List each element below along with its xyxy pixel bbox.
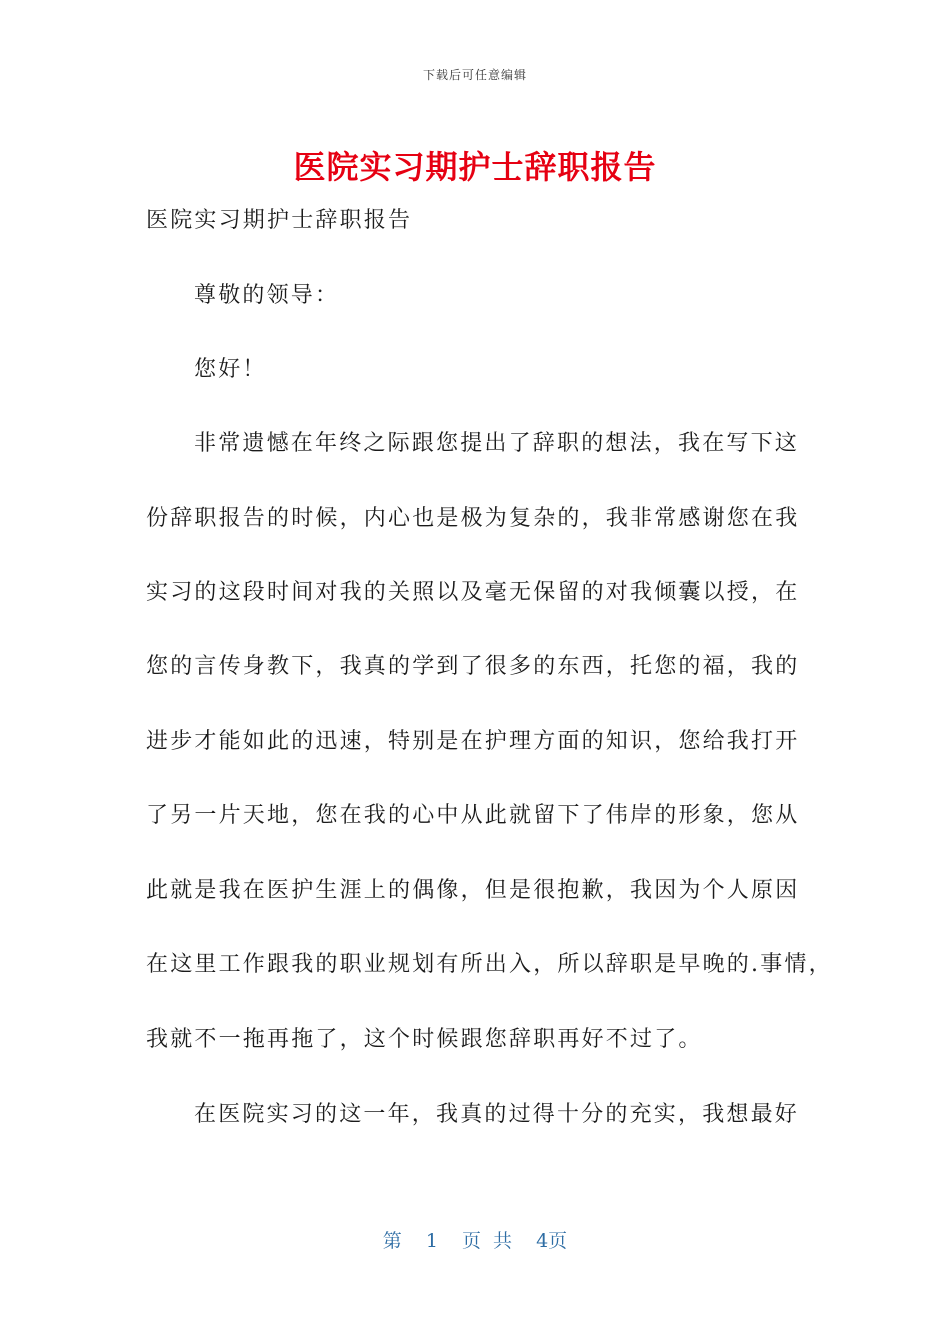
paragraph-line: 在医院实习的这一年，我真的过得十分的充实，我想最好 [194, 1102, 800, 1127]
greeting: 您好！ [194, 357, 267, 382]
paragraph-line: 在这里工作跟我的职业规划有所出入，所以辞职是早晚的.事情， [146, 952, 833, 977]
paragraph-line: 实习的这段时间对我的关照以及毫无保留的对我倾囊以授，在 [146, 580, 800, 605]
document-title: 医院实习期护士辞职报告 [293, 148, 657, 186]
paragraph-line: 了另一片天地，您在我的心中从此就留下了伟岸的形象，您从 [146, 803, 800, 828]
paragraph-line: 您的言传身教下，我真的学到了很多的东西，托您的福，我的 [146, 654, 800, 679]
header-note: 下载后可任意编辑 [422, 68, 527, 82]
paragraph-line: 份辞职报告的时候，内心也是极为复杂的，我非常感谢您在我 [146, 506, 800, 531]
paragraph-line: 进步才能如此的迅速，特别是在护理方面的知识，您给我打开 [146, 729, 800, 754]
paragraph-line: 非常遗憾在年终之际跟您提出了辞职的想法，我在写下这 [194, 431, 800, 456]
footer-page-number: 1 [425, 1230, 438, 1252]
page-footer [0, 1226, 950, 1253]
footer-total: 4页 [536, 1230, 568, 1252]
footer-middle: 页 共 [462, 1230, 513, 1252]
paragraph-line: 我就不一拖再拖了，这个时候跟您辞职再好不过了。 [146, 1027, 703, 1052]
paragraph-line: 此就是我在医护生涯上的偶像，但是很抱歉，我因为个人原因 [146, 878, 800, 903]
salutation: 尊敬的领导： [194, 283, 340, 308]
footer-prefix: 第 [382, 1230, 402, 1252]
body-line: 医院实习期护士辞职报告 [146, 208, 413, 233]
